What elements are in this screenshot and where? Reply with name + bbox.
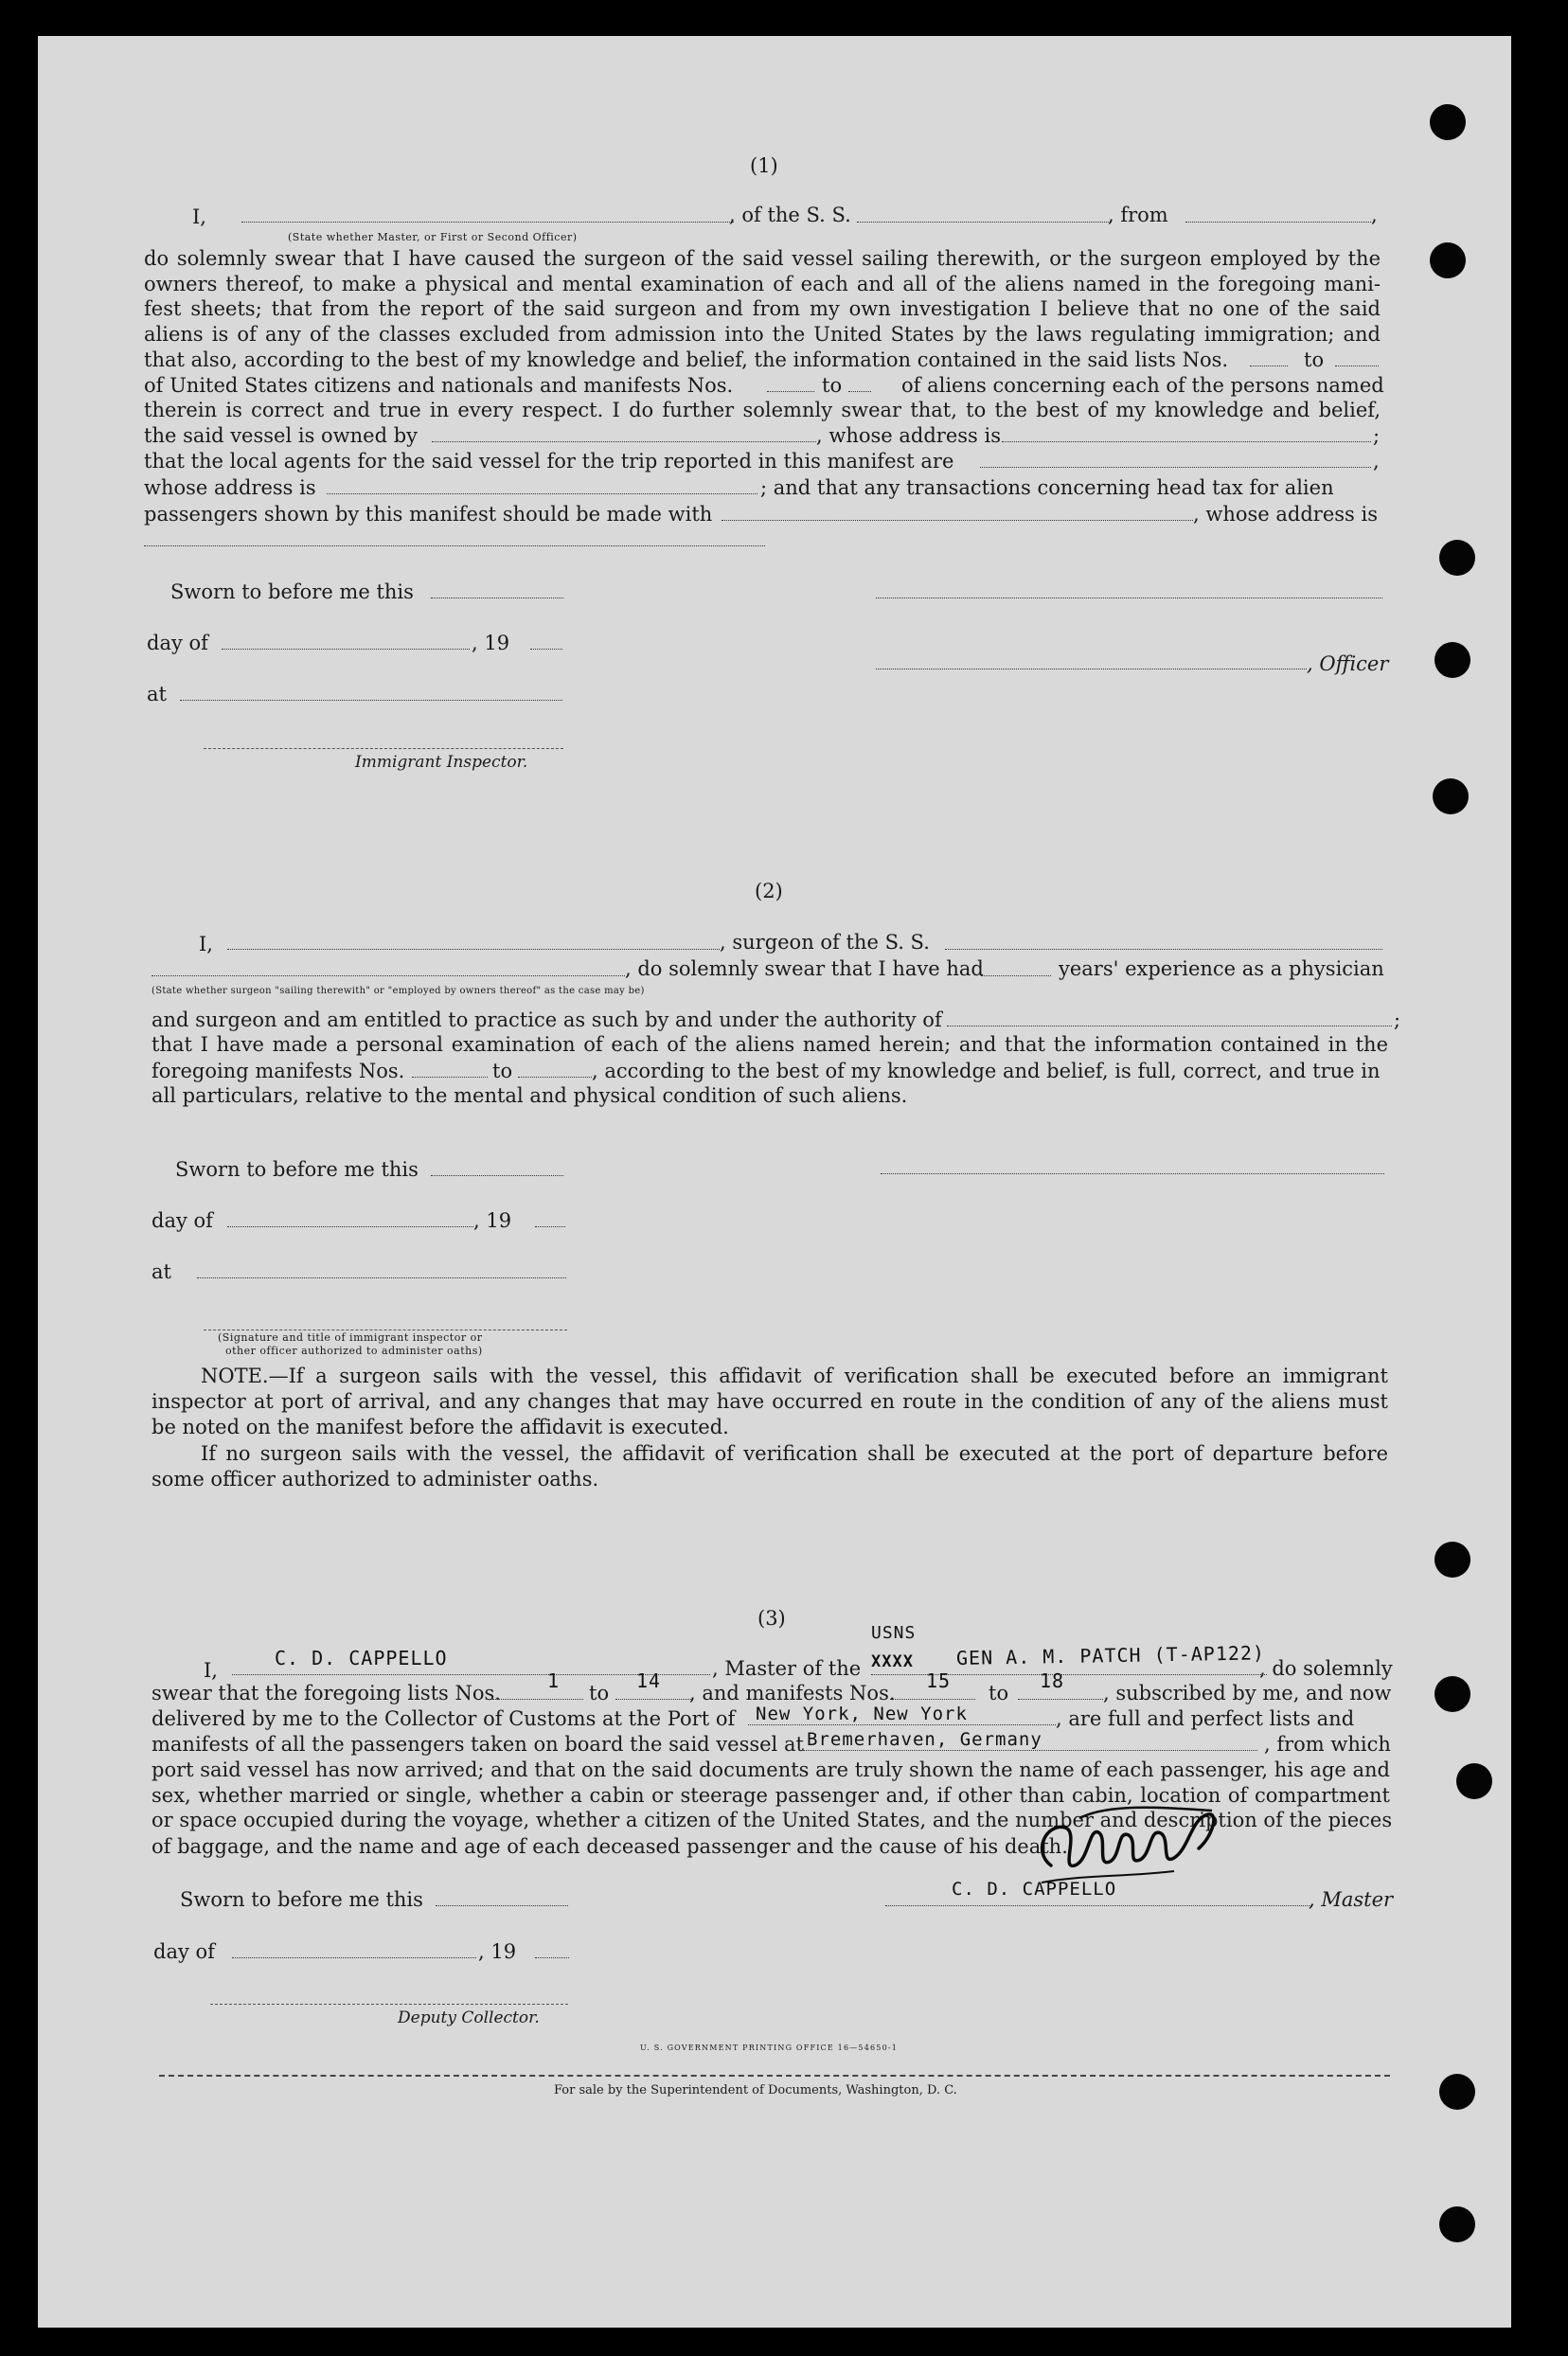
- note-line: be noted on the manifest before the affidavit is executed.: [151, 1416, 729, 1438]
- punch-hole: [1439, 2074, 1475, 2110]
- of-ss-label: , of the S. S.: [729, 204, 851, 226]
- authority-label: and surgeon and am entitled to practice as such by and under the authority of: [151, 1008, 942, 1031]
- body-line: that I have made a personal examination of each of the aliens named herein; and that the information contained in the: [151, 1033, 1388, 1056]
- agents-address-field[interactable]: [327, 493, 757, 494]
- footer-rule: [159, 2075, 1390, 2077]
- body-line: port said vessel has now arrived; and that on the said documents are truly shown the name of each passenger, his age and: [151, 1758, 1390, 1781]
- lists-nos-label: swear that the foregoing lists Nos.: [151, 1682, 501, 1705]
- signature-note: (Signature and title of immigrant inspector or: [218, 1331, 483, 1344]
- manifest-to-field[interactable]: [1018, 1699, 1103, 1700]
- lists-nos-label: that also, according to the best of my knowledge and belief, the information contained in the said lists Nos.: [144, 348, 1229, 371]
- surgeon-manifests-to-field[interactable]: [518, 1077, 592, 1078]
- list-from-field[interactable]: [492, 1699, 583, 1700]
- local-agents-label: that the local agents for the said vessel for the trip reported in this manifest are: [144, 450, 954, 473]
- master-typed-signature: C. D. CAPPELLO: [952, 1879, 1117, 1900]
- master-of-label: , Master of the: [712, 1657, 862, 1680]
- sworn-day-field[interactable]: [436, 1905, 568, 1906]
- section-1-body-2: [144, 398, 1381, 423]
- vessel-name-field[interactable]: [857, 222, 1111, 223]
- years-experience-label: , do solemnly swear that I have had: [625, 957, 984, 980]
- sworn-label: Sworn to before me this: [170, 580, 414, 603]
- solemnly-label: , do solemnly: [1259, 1657, 1393, 1680]
- section-2-i: I,: [199, 933, 213, 955]
- day-of-label: day of: [153, 1940, 215, 1963]
- section-3-number: (3): [757, 1607, 786, 1630]
- punch-hole: [1434, 1676, 1470, 1712]
- head-tax-contact-label: passengers shown by this manifest should be made with: [144, 503, 713, 526]
- to-label: to: [822, 374, 843, 397]
- note-line: some officer authorized to administer oaths.: [151, 1468, 599, 1490]
- arrival-port-value: New York, New York: [756, 1704, 968, 1724]
- surgeon-vessel-field[interactable]: [945, 949, 1382, 950]
- aliens-label: of aliens concerning each of the persons named: [901, 374, 1384, 397]
- to-label: to: [989, 1682, 1009, 1705]
- officer-label: , Officer: [1307, 652, 1389, 675]
- manifest-to-value: 18: [1040, 1669, 1065, 1692]
- manifests-nos-label: of United States citizens and nationals and manifests Nos.: [144, 374, 734, 397]
- rank-note: (State whether Master, or First or Second Officer): [288, 231, 578, 243]
- struck-ss-value: XXXX: [871, 1652, 914, 1671]
- owner-field[interactable]: [432, 441, 816, 442]
- manifest-from-field[interactable]: [890, 1699, 975, 1700]
- departure-label: manifests of all the passengers taken on board the said vessel at: [151, 1733, 804, 1756]
- section-2-body: [151, 1032, 1388, 1058]
- to-label: to: [1304, 348, 1325, 371]
- punch-hole: [1434, 1542, 1470, 1578]
- full-correct-label: , according to the best of my knowledge and belief, is full, correct, and true in: [592, 1060, 1381, 1082]
- punch-hole: [1433, 778, 1469, 814]
- note-block-2: [201, 1441, 1388, 1467]
- sworn-label: Sworn to before me this: [175, 1158, 419, 1181]
- surgeon-of-ss-label: , surgeon of the S. S.: [720, 931, 930, 954]
- master-signature: [1023, 1799, 1240, 1889]
- list-to-field[interactable]: [615, 1699, 691, 1700]
- note-block: [151, 1364, 1388, 1414]
- month-field[interactable]: [227, 1226, 473, 1227]
- body-line: owners thereof, to make a physical and mental examination of each and all of the aliens named in the foregoing mani-: [144, 272, 1381, 295]
- surgeon-status-field[interactable]: [151, 975, 625, 976]
- at-label: at: [151, 1260, 171, 1283]
- year-label: , 19: [478, 1940, 517, 1963]
- manifest-from-value: 15: [926, 1669, 952, 1692]
- day-of-label: day of: [151, 1209, 213, 1232]
- foregoing-manifests-label: foregoing manifests Nos.: [151, 1060, 405, 1082]
- to-label: to: [589, 1682, 610, 1705]
- surgeon-signature-field[interactable]: [881, 1173, 1384, 1174]
- from-which-label: , from which: [1264, 1733, 1391, 1756]
- body-line: fest sheets; that from the report of the said surgeon and from my own investigation I believe that no one of the said: [144, 297, 1381, 321]
- punch-hole: [1439, 540, 1475, 576]
- departure-port-field[interactable]: [803, 1750, 1257, 1751]
- body-line: or space occupied during the voyage, whether a citizen of the United States, and the number and description of the pieces: [151, 1809, 1393, 1832]
- manifests-to-field[interactable]: [848, 391, 871, 392]
- master-signature-field[interactable]: [885, 1905, 1311, 1906]
- year-field[interactable]: [535, 1226, 565, 1227]
- head-tax-address-field[interactable]: [144, 545, 765, 546]
- list-from-value: 1: [547, 1669, 561, 1692]
- inspector-signature-line[interactable]: [204, 748, 563, 749]
- year-label: , 19: [472, 632, 510, 654]
- from-port-field[interactable]: [1185, 222, 1371, 223]
- section-1-i: I,: [192, 205, 206, 228]
- years-field[interactable]: [981, 975, 1051, 976]
- month-field[interactable]: [222, 649, 470, 650]
- surgeon-manifests-from-field[interactable]: [412, 1077, 488, 1078]
- master-name-value: C. D. CAPPELLO: [275, 1647, 448, 1669]
- surgeon-name-field[interactable]: [227, 949, 720, 950]
- owner-address-field[interactable]: [1002, 441, 1371, 442]
- officer-rank-field[interactable]: [241, 222, 734, 223]
- usns-value: USNS: [871, 1623, 917, 1643]
- year-label: , 19: [473, 1209, 512, 1232]
- departure-port-value: Bremerhaven, Germany: [807, 1729, 1042, 1750]
- body-line: therein is correct and true in every respect. I do further solemnly swear that, to the best of my knowledge and belief,: [144, 399, 1381, 421]
- head-tax-label: ; and that any transactions concerning head tax for alien: [760, 476, 1334, 499]
- body-line: sex, whether married or single, whether a cabin or steerage passenger and, if other than cabin, location of compartment: [151, 1783, 1390, 1807]
- place-field[interactable]: [180, 700, 562, 701]
- section-3-i: I,: [204, 1659, 218, 1682]
- body-line: all particulars, relative to the mental and physical condition of such aliens.: [151, 1084, 908, 1107]
- from-label: , from: [1108, 204, 1168, 226]
- punch-hole: [1430, 104, 1466, 140]
- punch-hole: [1434, 642, 1470, 678]
- inspector-label: Immigrant Inspector.: [355, 753, 528, 772]
- head-tax-contact-field[interactable]: [722, 520, 1193, 521]
- deputy-signature-line[interactable]: [210, 2004, 568, 2005]
- note-line: If no surgeon sails with the vessel, the affidavit of verification shall be executed at the port of departure before: [201, 1442, 1388, 1465]
- local-agents-field[interactable]: [980, 467, 1371, 468]
- punch-hole: [1430, 242, 1466, 278]
- full-lists-label: , are full and perfect lists and: [1056, 1707, 1355, 1730]
- manifests-from-field[interactable]: [767, 391, 814, 392]
- month-field[interactable]: [232, 1957, 476, 1958]
- physician-label: years' experience as a physician: [1059, 957, 1384, 980]
- gpo-imprint: U. S. GOVERNMENT PRINTING OFFICE 16—54650-1: [640, 2044, 899, 2052]
- signature-note: other officer authorized to administer oaths): [225, 1345, 483, 1357]
- manifests-nos-label: , and manifests Nos.: [689, 1682, 896, 1705]
- surgeon-status-note: (State whether surgeon "sailing therewith" or "employed by owners thereof" as the case may be): [151, 986, 645, 996]
- port-label: delivered by me to the Collector of Customs at the Port of: [151, 1707, 736, 1730]
- section-1-number: (1): [750, 154, 778, 177]
- sale-notice: For sale by the Superintendent of Documents, Washington, D. C.: [554, 2083, 957, 2097]
- day-of-label: day of: [147, 632, 208, 654]
- punch-hole: [1456, 1763, 1492, 1799]
- sworn-label: Sworn to before me this: [180, 1888, 423, 1911]
- year-field[interactable]: [530, 649, 562, 650]
- punch-hole: [1439, 2206, 1475, 2242]
- at-label: at: [147, 683, 167, 705]
- arrival-port-field[interactable]: [748, 1724, 1056, 1725]
- section-1-body: [144, 246, 1381, 347]
- body-line: aliens is of any of the classes excluded from admission into the United States by the laws regulating immigration; and: [144, 322, 1381, 346]
- owned-by-label: the said vessel is owned by: [144, 424, 419, 447]
- sworn-day-field[interactable]: [431, 1175, 563, 1176]
- subscribed-label: , subscribed by me, and now: [1103, 1682, 1392, 1705]
- body-line: do solemnly swear that I have caused the surgeon of the said vessel sailing therewith, or the surgeon employed by the: [144, 247, 1381, 270]
- list-to-value: 14: [636, 1669, 662, 1692]
- whose-address-label: whose address is: [144, 476, 316, 499]
- ship-name-value: GEN A. M. PATCH (T-AP122): [955, 1641, 1266, 1669]
- note-line: inspector at port of arrival, and any changes that may have occurred en route in the condition of any of the aliens must: [151, 1389, 1388, 1413]
- whose-address-label: , whose address is: [1193, 503, 1378, 526]
- section-2-number: (2): [755, 880, 783, 902]
- place-field[interactable]: [197, 1277, 566, 1278]
- to-label: to: [492, 1060, 513, 1082]
- master-label: , Master: [1309, 1888, 1394, 1911]
- year-field[interactable]: [535, 1957, 569, 1958]
- deputy-collector-label: Deputy Collector.: [398, 2008, 540, 2027]
- body-line: of baggage, and the name and age of each deceased passenger and the cause of his death.: [151, 1835, 1068, 1858]
- whose-address-label: , whose address is: [816, 424, 1001, 447]
- note-line: NOTE.—If a surgeon sails with the vessel, this affidavit of verification shall be executed before an immigrant: [201, 1365, 1388, 1387]
